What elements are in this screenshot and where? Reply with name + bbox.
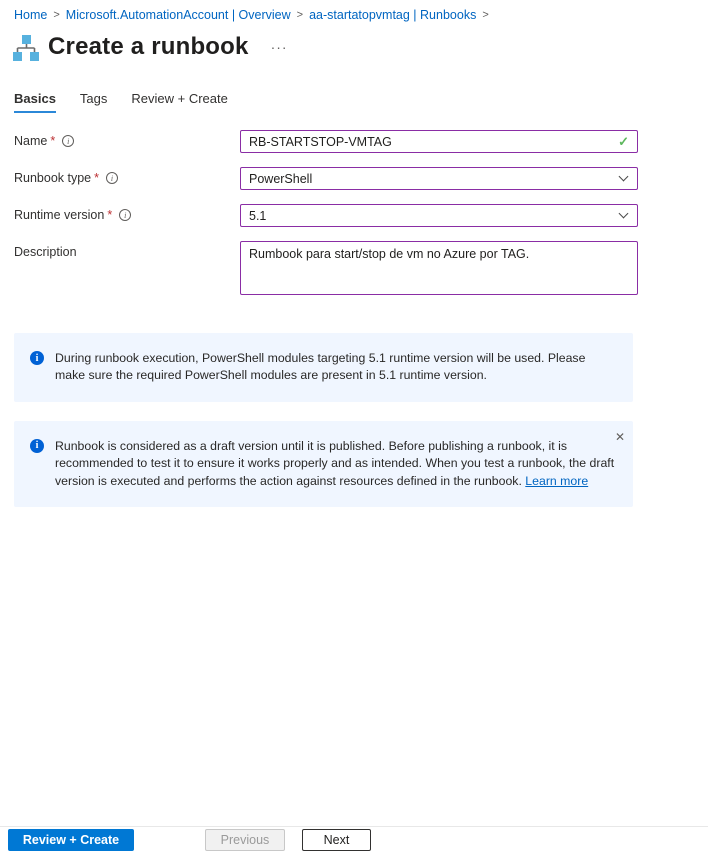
previous-button[interactable]: Previous: [205, 829, 285, 851]
runbook-type-info-icon[interactable]: i: [106, 172, 118, 184]
runtime-version-info-icon[interactable]: i: [119, 209, 131, 221]
runtime-version-row: [14, 204, 708, 227]
breadcrumb-separator: >: [296, 9, 304, 21]
runtime-version-dropdown[interactable]: [240, 204, 638, 227]
close-icon[interactable]: ✕: [614, 429, 625, 444]
runtime-version-label-text: Runtime version: [14, 208, 105, 222]
page-title: Create a runbook: [48, 33, 249, 60]
tab-review-create[interactable]: Review + Create: [131, 91, 228, 106]
review-create-button[interactable]: Review + Create: [8, 829, 134, 851]
runtime-version-value: 5.1: [249, 208, 267, 223]
required-asterisk: *: [107, 208, 113, 222]
description-row: [14, 241, 708, 300]
name-input[interactable]: [240, 130, 638, 153]
description-label-text: Description: [14, 245, 77, 259]
runtime-version-label: [14, 204, 240, 222]
wizard-footer: [0, 826, 708, 852]
tab-tags[interactable]: Tags: [79, 91, 108, 106]
runbook-hierarchy-icon: [13, 34, 39, 61]
description-label: [14, 241, 240, 259]
breadcrumb-automation-account[interactable]: Microsoft.AutomationAccount | Overview: [65, 8, 291, 22]
runtime-version-control: [240, 204, 638, 227]
name-control: [240, 130, 638, 153]
name-row: [14, 130, 708, 153]
breadcrumb-separator: >: [53, 9, 60, 21]
page-header: [13, 33, 708, 61]
breadcrumb-separator: >: [482, 9, 489, 21]
breadcrumb-runbooks[interactable]: aa-startatopvmtag | Runbooks: [309, 8, 477, 22]
info-icon: i: [30, 439, 44, 453]
next-button[interactable]: Next: [302, 829, 371, 851]
chevron-down-icon: [619, 172, 629, 182]
info-icon: i: [30, 351, 44, 365]
name-label-text: Name: [14, 134, 48, 148]
required-asterisk: *: [94, 171, 100, 185]
name-info-icon[interactable]: i: [62, 135, 74, 147]
tab-basics[interactable]: Basics: [14, 87, 56, 113]
draft-info-banner: [14, 421, 633, 507]
runbook-type-label: [14, 167, 240, 185]
name-label: [14, 130, 240, 148]
runbook-type-dropdown[interactable]: [240, 167, 638, 190]
runbook-type-value: PowerShell: [249, 171, 313, 186]
chevron-down-icon: [619, 209, 629, 219]
wizard-tabs: [14, 87, 708, 113]
runbook-type-label-text: Runbook type: [14, 171, 92, 185]
draft-info-text-body: Runbook is considered as a draft version until it is published. Before publishing a runbook, it is recommended to test it to ensure it works properly and as intended. When you test a runbook, the draft version is executed and performs the action against resources defined in the runbook.: [55, 438, 615, 488]
description-control: [240, 241, 638, 300]
breadcrumb: [0, 0, 708, 22]
description-textarea[interactable]: [240, 241, 638, 295]
runtime-info-banner: [14, 333, 633, 402]
basics-form: [14, 130, 708, 300]
draft-info-text: [55, 438, 615, 490]
required-asterisk: *: [50, 134, 56, 148]
valid-check-icon: ✓: [618, 134, 629, 149]
more-actions-icon[interactable]: ···: [270, 39, 288, 55]
breadcrumb-home[interactable]: Home: [14, 8, 48, 22]
runtime-info-text: During runbook execution, PowerShell modules targeting 5.1 runtime version will be used. Please make sure the required PowerShell modules are present in 5.1 runtime version.: [55, 351, 586, 383]
runbook-type-control: [240, 167, 638, 190]
learn-more-link[interactable]: Learn more: [525, 473, 589, 488]
runbook-type-row: [14, 167, 708, 190]
